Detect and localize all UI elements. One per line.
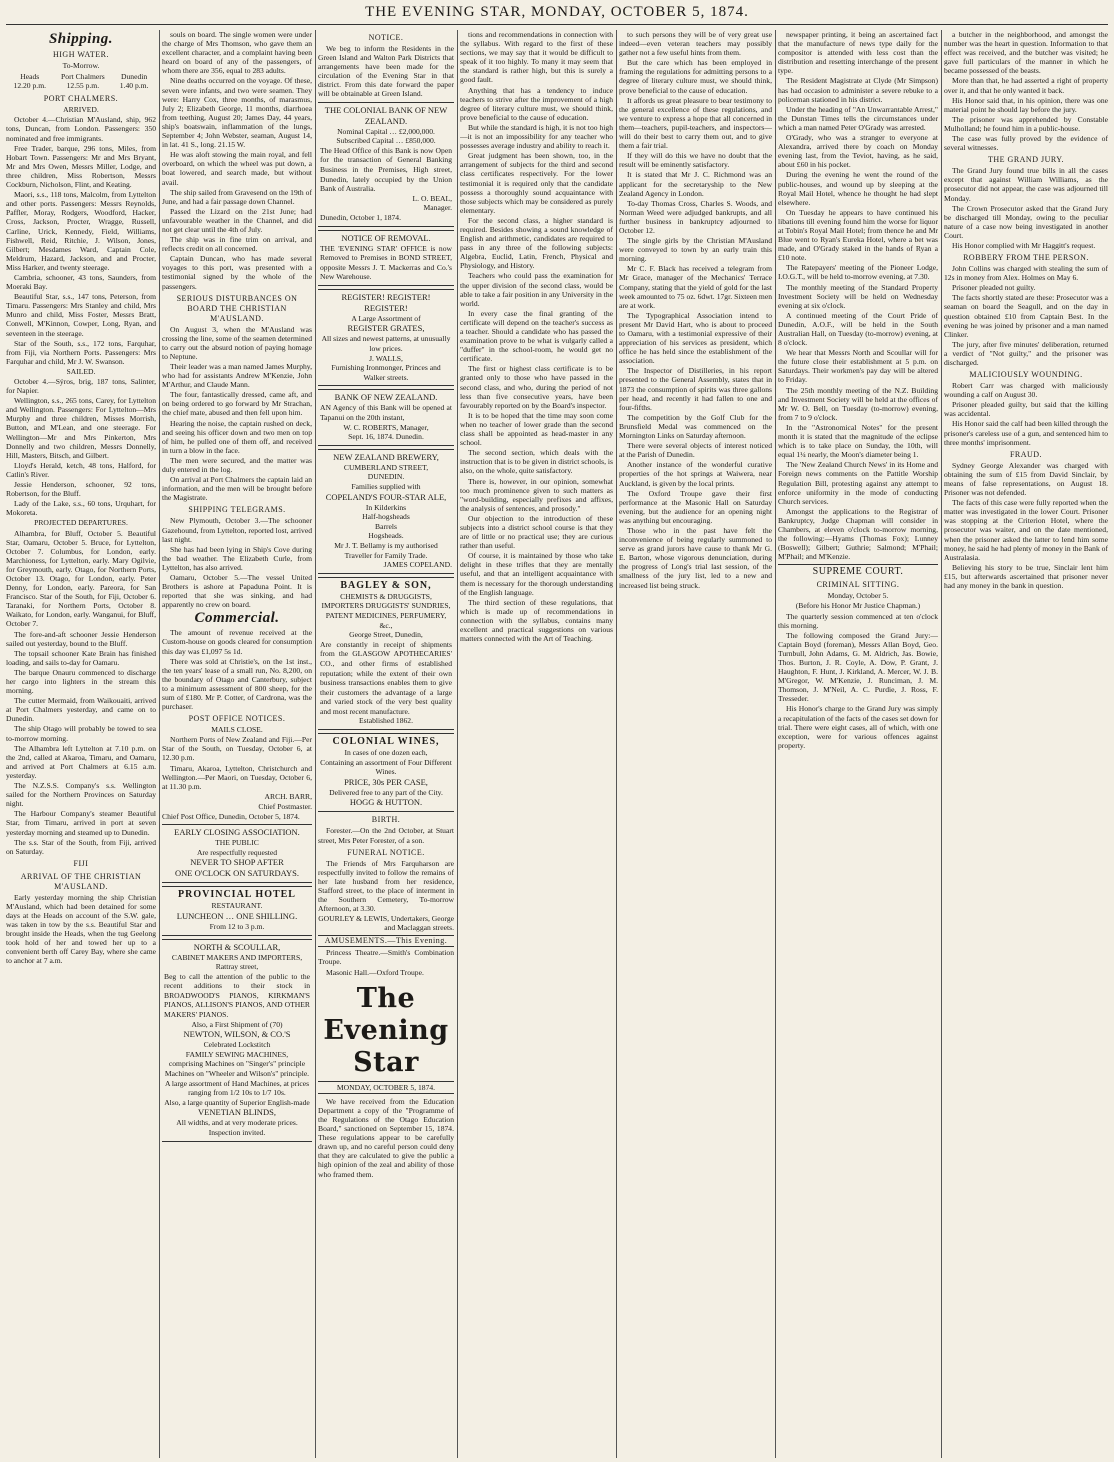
news-paragraph: It is stated that Mr J. C. Richmond was an applicant for the secretaryship to the New Zealand Agency in London. [619,170,772,198]
news-paragraph: There were several objects of interest noticed at the Parish of Dunedin. [619,441,772,460]
amusements-line: Princess Theatre.—Smith's Combination Troupe. [318,948,454,967]
ad-title: THE COLONIAL BANK OF NEW ZEALAND. [324,104,448,126]
news-paragraph: Amongst the applications to the Registrar of Bankruptcy, Judge Chapman will consider in Chambers, at eleven o'clock to-morrow morning, the following:—Hyams (Thomas Fox); Lunney (Boswell); Gilbert; Guthrie; Salmond; M'Phail; M'Phail; and M'Kenzie. [778,506,938,562]
ad-line: Beg to call the attention of the public to the recent additions to their stock in BROADWOOD'S PIANOS, KIRKMAN'S PIANOS, ALLISON'S PIANOS, AND OTHER MAKERS' PIANOS. [164,971,310,1020]
ad-line: HOGG & HUTTON. [349,797,423,808]
ad-line: George Street, Dunedin, [349,630,423,640]
fraud-heading: FRAUD. [1009,449,1043,459]
projected-heading: PROJECTED DEPARTURES. [34,518,128,528]
ad-line: Delivered free to any part of the City. [329,787,443,797]
news-paragraph: The competition by the Golf Club for the Brunsfield Medal was commenced on the Mornington Links on Saturday afternoon. [619,412,772,441]
leader-paragraph: There is, however, in our opinion, somewhat too much prominence given to such matters as "word-building, especially prefixes and affixes, the analysis of sentences, and prosody." [460,476,613,513]
news-paragraph: On Tuesday he appears to have continued his libations till evening found him the worse for liquor at Tobin's Royal Mail Hotel; from thence he and Mr Blue went to Ryan's Eureka Hotel, where a bet was made, and O'Grady staked in the hands of Ryan a £10 note. [778,207,938,263]
ad-title: BAGLEY & SON, [340,579,432,591]
news-paragraph: In the "Astronomical Notes" for the present month it is stated that the magnitude of the eclipse which is to take place on Sunday, the 10th, will equal 1¼ nearly, the Moon's diameter being 1. [778,422,938,460]
ad-line: A Large Assortment of [351,313,421,323]
court-paragraph: His Honor's charge to the Grand Jury was simply a recapitulation of the facts of the cases set down for trial. There were eight cases, all of which, with one exception, were for various offences against property. [778,704,938,750]
court-paragraph: The following composed the Grand Jury:—Captain Boyd (foreman), Messrs Allan Boyd, Geo. Turnbull, John Adams, G. M. Aldrich, Jas. Bowie, Thos. Burton, J. R. Coyle, A. Dow, P. Grant, J. Haughton, F. Hunt, J. Kirkland, A. Mercer, W. J. B. M'Gregor, W. M'Kenzie, J. Runciman, J. M. Thomson, J. M'Neil, A. C. Purdie, J. Ross, F. Tresseder. [778,630,938,704]
ad-line: RESTAURANT. [211,901,263,911]
ad-line: Hogsheads. [368,531,404,541]
colonial-bank-ad [318,102,454,227]
court-paragraph: His Honor complied with Mr Haggitt's request. [952,240,1096,250]
article-paragraph: He was aloft stowing the main royal, and fell overboard, on which the wheel was put down, a boat lowered, and search made, but without avail. [162,150,312,187]
ad-line: Dunedin, October 1, 1874. [320,212,401,222]
register-ad [318,289,454,387]
ad-line: CABINET MAKERS AND IMPORTERS, Rattray street, [171,952,303,972]
court-paragraph: John Collins was charged with stealing the sum of 12s in money from Alex. Holmes on May 6. [944,264,1108,283]
ad-line: THE 'EVENING STAR' OFFICE is now Removed to Premises in BOND STREET, opposite Messrs J. T. Mackerras and Co.'s New Warehouse. [320,243,452,282]
court-paragraph: His Honor said the calf had been killed through the prisoner's careless use of a gun, and sentenced him to three months' imprisonment. [944,419,1108,447]
article-paragraph: The ship was in fine trim on arrival, and reflects credit on all concerned. [162,235,312,254]
criminal-sitting-heading: CRIMINAL SITTING. [816,580,900,590]
news-paragraph: newspaper printing, it being an ascertained fact that the manufacture of news type daily for the compositor is attended with less cost than the distribution and resetting interchange of the present type. [778,30,938,76]
news-paragraph: But the care which has been employed in framing the regulations for admitting persons to a degree of literary culture must, we should think, prove beneficial to the cause of education. [619,58,772,95]
ad-line: Also, a First Shipment of (70) [191,1019,283,1029]
ad-line: Furnishing Ironmonger, Princes and Walker streets. [331,363,441,382]
shipping-paragraph: Beautiful Star, s.s., 147 tons, Peterson, from Timaru. Passengers: Mrs Stanley and child, Mrs Munro and child, Miss Foster, Messrs Bratt, Conwell, M'Kinnon, Cowper, Long, Ryan, and seventeen in the steerage. [6,292,156,338]
leader-paragraph: The second section, which deals with the instruction that is to be given in district schools, is also, on the whole, quite satisfactory. [460,448,613,476]
ad-line: AN Agency of this Bank will be opened at Tapanui on the 20th instant, [320,403,452,423]
article-paragraph: The four, fantastically dressed, came aft, and on being ordered to go forward by Mr Strachan, the chief mate, abused and then fell upon him. [162,390,312,418]
news-paragraph: If they will do this we have no doubt that the result will be eminently satisfactory. [619,151,772,170]
news-paragraph: Another instance of the wonderful curative properties of the hot springs at Waiwera, near Auckland, is given by the local prints. [619,460,772,488]
ad-title: PROVINCIAL HOTEL [178,889,296,901]
birth-heading: BIRTH. [371,815,401,825]
court-paragraph: The Grand Jury found true bills in all the cases except that against William Williams, as the prosecutor did not appear, the case was adjourned till Monday. [944,166,1108,203]
shipping-paragraph: Free Trader, barque, 296 tons, Miles, from Hobart Town. Passengers: Mr and Mrs Bryant, Mr and Mrs Owen, Messrs Miller, Lodge, and three children, Miss Robertson, Messrs Cockburn, Nicholson, Flint, and Keating. [6,143,156,190]
article-paragraph: souls on board. The single women were under the charge of Mrs Thomson, who gave them an excellent character, and a complaint having been heard on board of any of the passengers, of whom there are 356, equal to 283 adults. [162,30,312,76]
ad-line: Inspection invited. [208,1128,266,1137]
shipping-paragraph: Alhambra, for Bluff, October 5. Beautiful Star, Oamaru, October 5. Bruce, for Lyttelton, October 7. Columbus, for London, early. Marchioness, for Lyttelton, early. Mary Ogilvie, for Greymouth, early. Otago, for Northern Ports, October 13. Otago, for London, early. Peter Denny, for London, early. Pareora, for San Francisco. Star of the South, for Fiji, October 6. Taranaki, for Northern Ports, October 8. Waikato, for London, early. Wanganui, for Bluff, October 7. [6,528,156,629]
news-paragraph: The single girls by the Christian M'Ausland were conveyed to town by an early train this morning. [619,236,772,264]
ad-title: NORTH & SCOULLAR, [193,941,281,952]
shipping-paragraph: The fore-and-aft schooner Jessie Henderson sailed out yesterday, bound to the Bluff. [6,629,156,648]
high-water-heading: HIGH WATER. [52,50,109,59]
telegrams-heading: SHIPPING TELEGRAMS. [188,505,286,515]
shipping-paragraph: The Alhambra left Lyttelton at 7.10 p.m. on the 2nd, called at Akaroa, Timaru, and Oamaru, and arrived at Port Chalmers at 6.15 a.m. yesterday. [6,743,156,780]
robbery-heading: ROBBERY FROM THE PERSON. [963,253,1089,263]
court-paragraph: The facts shortly stated are these: Prosecutor was a seaman on board the Seagull, and on the day in question obtained £10 from Captain Best. In the evening he was joined by prisoner and a man named Clinker. [944,293,1108,339]
ad-line: All widths, and at very moderate prices. [176,1118,298,1128]
court-paragraph: Prisoner pleaded not guilty. [952,283,1036,293]
shipping-paragraph: The cutter Mermaid, from Waikouaiti, arrived at Port Chalmers yesterday, and came on to Dunedin. [6,696,156,724]
ad-line: Established 1862. [359,716,413,726]
news-paragraph: We hear that Messrs North and Scoullar will for the future close their establishment at 5 p.m. on Saturdays. Their workmen's pay day will be altered to Friday. [778,348,938,385]
leader-paragraph: But while the standard is high, it is not too high—it is not an impossibility for any teacher who possesses average industry and ability to reach it. [460,122,613,151]
ad-line: A large assortment of Hand Machines, at prices ranging from 1/2 10s to 1/7 10s. [164,1078,310,1098]
ad-title: NOTICE OF REMOVAL. [341,232,431,243]
postmaster-title: Chief Postmaster. [258,801,312,811]
removal-ad [318,230,454,286]
article-paragraph: On August 3, when the M'Ausland was crossing the line, some of the seamen determined to carry out the absurd notion of paying homage to Neptune. [162,324,312,361]
notice-heading: NOTICE. [368,33,404,42]
disturbance-heading: SERIOUS DISTURBANCES ON BOARD THE CHRISTIAN M'AUSLAND. [176,293,298,323]
news-paragraph: To-day Thomas Cross, Charles S. Woods, and Norman Weed were adjudged bankrupts, and all further business in bankruptcy adjourned to October 12. [619,198,772,235]
article-paragraph: The ship sailed from Gravesend on the 19th of June, and had a fair passage down Channel. [162,187,312,206]
shipping-paragraph: Lloyd's Herald, ketch, 48 tons, Halford, for Catlin's River. [6,460,156,479]
ad-line: Are respectfully requested [196,847,278,857]
court-paragraph: Robert Carr was charged with maliciously wounding a calf on August 30. [944,381,1108,400]
malicious-heading: MALICIOUSLY WOUNDING. [969,370,1083,380]
news-paragraph: A continued meeting of the Court Pride of Dunedin, A.O.F., will be held in the South Australian Hall, on Tuesday (to-morrow) evening, at 8 o'clock. [778,310,938,348]
ad-title: REGISTER! REGISTER! REGISTER! [341,291,431,313]
ad-line: FAMILY SEWING MACHINES, [185,1049,289,1059]
shipping-paragraph: Wellington, s.s., 265 tons, Carey, for Lyttelton and Wellington. Passengers: For Lyttelton—Mrs Murphy and three children, Misses Morrish, Button, and M'Lean, and one steerage. For Wellington—Mr and Mrs Pinkerton, Mrs Donnelly and two children, Messrs Donnelly, Hill, Masters, Bitsch, and Gilbert. [6,396,156,460]
leader-paragraph: In every case the final granting of the certificate will depend on the teacher's success as a teacher. Should a candidate who has passed the examination prove to be what is vulgarly called a "duffer" in the school-room, he would get no certificate. [460,308,613,364]
amusements-line: Masonic Hall.—Oxford Troupe. [326,967,424,977]
ad-line: W. C. ROBERTS, Manager, [343,422,429,432]
ad-line: DUNEDIN. [367,472,405,482]
court-paragraph: The prisoner was apprehended by Constable Mulholland; he found him in a public-house. [944,114,1108,133]
news-paragraph: It affords us great pleasure to bear testimony to the general excellence of these regulations, and we venture to express a hope that all concerned in them—teachers, pupil-teachers, and inspectors—will do their best to carry them out, and to give them a fair trial. [619,95,772,151]
leader-paragraph: The third section of these regulations, that which is made up of recommendations in connection with the syllabus, contains many excellent and practical suggestions on various matters connected with the Art of Teaching. [460,597,613,644]
ad-line: comprising Machines on "Singer's" principle Machines on "Wheeler and Wilson's" principle. [164,1059,310,1079]
shipping-paragraph: Cambria, schooner, 43 tons, Saunders, from Moeraki Bay. [6,272,156,292]
news-paragraph: The monthly meeting of the Standard Property Investment Society will be held on Wednesday evening at six o'clock. [778,282,938,310]
ad-line: CHEMISTS & DRUGGISTS, [340,591,432,601]
mails-heading: MAILS CLOSE. [211,725,263,735]
north-scoullar-ad [162,939,312,1142]
early-closing-ad [162,824,312,883]
ad-line: Mr J. T. Bellamy is my authorised Traveller for Family Trade. [334,540,438,560]
column-2 [162,30,312,1458]
court-paragraph: Sydney George Alexander was charged with obtaining the sum of £15 from David Sinclair, by means of false representations, on August 18. Prisoner was not defended. [944,460,1108,498]
ad-line: NEWTON, WILSON, & CO.'S [183,1029,291,1040]
newspaper-nameplate: The Evening Star [323,982,449,1078]
column-divider [775,30,776,1458]
news-paragraph: to such persons they will be of very great use indeed—even veteran teachers may possibly gather not a few useful hints from them. [619,30,772,58]
news-paragraph: The Inspector of Distilleries, in his report presented to the General Assembly, states that in 1873 the consumption of spirits was three gallons per head, and recently it had fallen to one and four-fifths. [619,366,772,412]
leader-paragraph: Great judgment has been shown, too, in the arrangement of subjects for the third and second class certificates respectively. For the lower testimonial it is required only that the candidate possess a thoroughly sound acquaintance with those subjects which may be considered as purely elementary. [460,151,613,215]
court-paragraph: More than that, he had asserted a right of property over it, and that he only wanted it back. [944,76,1108,95]
shipping-paragraph: Lady of the Lake, s.s., 60 tons, Urquhart, for Mokoreta. [6,499,156,518]
news-paragraph: Those who in the past have felt the inconvenience of being regularly summoned to serve as grand jurors have cause to thank Mr G. E. Barton, whose vigorous denunciation, during the progress of Long's trial last session, of the smallness of the jury list, led to a new and increased list being struck. [619,525,772,590]
article-paragraph: She has had been lying in Ship's Cove during the bad weather. The Elizabeth Curle, from Lyttelton, has also arrived. [162,544,312,572]
ad-line: From 12 to 3 p.m. [209,921,265,931]
post-office-heading: POST OFFICE NOTICES. [188,714,286,724]
ad-line: REGISTER GRATES, [347,323,425,334]
ad-line: In Kilderkins [365,502,407,512]
ad-line: All sizes and newest patterns, at unusually low prices. [321,334,451,354]
article-paragraph: New Plymouth, October 3.—The schooner Gazehound, from Lyttelton, reported lost, arrived last night. [162,516,312,544]
article-paragraph: There was sold at Christie's, on the 1st inst., the ten years' lease of a small run, No. 8,200, on the boundary of Otago and Canterbury, subject to a minimum assessment of 800 sheep, for the sum of £180. Mr P. Cotter, of Cardrona, was the purchaser. [162,656,312,712]
ad-line: IMPORTERS DRUGGISTS' SUNDRIES, PATENT MEDICINES, PERFUMERY, &c., [321,601,451,630]
court-paragraph: The facts of this case were fully reported when the matter was investigated in the lower Court. Prisoner was stopping at the Criterion Hotel, where the prosecutor was waiter, and on the date mentioned, when the prisoner asked the latter to lend him some money, he said he had plenty of money in the Bank of Australasia. [944,498,1108,562]
ad-line: Nominal Capital … £2,000,000. [337,126,435,136]
shipping-paragraph: Early yesterday morning the ship Christian M'Ausland, which had been detained for some days at the Heads on account of the S.W. gale, was taken in tow by the s.s. Beautiful Star and brought inside the Heads, when the tug Geelong took hold of her and towed her up to a convenient berth off Carey Bay, where she came to anchor at 7 a.m. [6,892,156,966]
notice-body: We beg to inform the Residents in the Green Island and Walton Park Districts that arrangements have been made for the circulation of the Evening Star in that district. From this date forward the paper will be obtainable at Green Island. [318,44,454,99]
court-paragraph: The case was fully proved by the evidence of several witnesses. [944,134,1108,153]
news-paragraph: The Resident Magistrate at Clyde (Mr Simpson) has had occasion to administer a severe rebuke to a policeman stationed in his district. [778,76,938,104]
leader-paragraph: Of course, it is maintained by those who take delight in these trifles that they are mentally useful, and that an intelligent acquaintance with them is necessary for the thorough understanding of the English language. [460,551,613,597]
news-paragraph: The Typographical Association intend to present Mr David Hart, who is about to proceed to Oamaru, with a testimonial expressive of their appreciation of his services as president, which office he has held since the establishment of the association. [619,310,772,366]
news-paragraph: During the evening he went the round of the public-houses, and wound up by sleeping at the Royal Mail Hotel, whence he thought he had slept elsewhere. [778,170,938,207]
column-5 [619,30,772,1458]
hotel-ad [162,886,312,935]
ad-title: NEW ZEALAND BREWERY, [333,451,439,462]
ad-line: Families supplied with [351,482,421,491]
article-paragraph: Their leader was a man named James Murphy, who had for assistants Andrew M'Kenzie, John M'Arthur, and Claude Mann. [162,362,312,390]
court-paragraph: The quarterly session commenced at ten o'clock this morning. [778,611,938,630]
brewery-ad [318,449,454,574]
news-paragraph: O'Grady, who was a stranger to everyone at Alexandra, arrived there by coach on Monday evening last, from the Teviot, having, as he said, about £60 in his pocket. [778,133,938,170]
shipping-paragraph: The s.s. Star of the South, from Fiji, arrived on Saturday. [6,837,156,856]
shipping-paragraph: The barque Onauru commenced to discharge her cargo into lighters in the stream this morning. [6,667,156,696]
grand-jury-heading: THE GRAND JURY. [987,155,1065,165]
funeral-signature: GOURLEY & LEWIS, Undertakers, George and Maclaggan streets. [318,914,454,933]
post-office-date: Chief Post Office, Dunedin, October 5, 1874. [162,812,300,822]
ad-line: In cases of one dozen each, [344,748,428,758]
arrived-heading: ARRIVED. [63,105,99,115]
ad-title: EARLY CLOSING ASSOCIATION. [174,827,300,838]
column-divider [616,30,617,1458]
leader-paragraph: For the second class, a higher standard is required. Besides showing a sound knowledge of English and arithmetic, candidates are required to pass in any three of the following subjects: Algebra, Euclid, Latin, French, Physical and Physiology, and History. [460,215,613,271]
court-paragraph: The Crown Prosecutor asked that the Grand Jury be discharged till Monday, owing to the peculiar nature of a case now being investigated in another Court. [944,203,1108,240]
ad-line: Also, a large quantity of Superior English-made [164,1097,310,1107]
fiji-heading: FIJI [73,858,89,868]
article-paragraph: The men were secured, and the matter was duly entered in the log. [162,455,312,475]
funeral-heading: FUNERAL NOTICE. [347,847,425,857]
news-paragraph: The 'New Zealand Church News' in its Home and Foreign news comments on the Pattitle Worship Regulation Bill, protesting against any attempt to enforce uniformity in the mode of conducting Church services. [778,460,938,506]
ad-line: Half-hogsheads [362,512,410,522]
leader-paragraph: We have received from the Education Department a copy of the "Programme of the Regulations of the Otago Education Board," sanctioned on September 15, 1874. These regulations appear to be carefully drawn up, and no careful person could deny that they are calculated to give the public a high opinion of the zeal and ability of those who framed them. [318,1096,454,1179]
ad-title: BANK OF NEW ZEALAND. [334,392,438,403]
news-paragraph: Under the heading of "An Unwarrantable Arrest," the Dunstan Times tells the circumstances under which a man named Peter O'Grady was arrested. [778,104,938,132]
ad-line: J. WALLS, [369,353,403,363]
sailed-heading: SAILED. [66,366,96,376]
ad-title: COLONIAL WINES, [332,736,440,748]
leader-paragraph: Anything that has a tendency to induce teachers to strive after the improvement of a high degree of literary culture must, we should think, prove beneficial to the cause of education. [460,85,613,122]
ad-line: L. O. BEAL, [412,193,452,203]
sitting-judge: (Before his Honor Mr Justice Chapman.) [795,601,921,611]
shipping-paragraph: The N.Z.S.S. Company's s.s. Wellington sailed for the Northern Provinces on Saturday night. [6,781,156,809]
shipping-paragraph: Maori, s.s., 118 tons, Malcolm, from Lyttelton and other ports. Passengers: Messrs Reynolds, Paffler, Moray, Rodgers, Woodford, Hacker, Cross, Jackson, Procter, Wragge, Russell, Carline, Urick, Kennedy, Field, Williams, Fishwell, Reid, Ritchie, J. Wilson, Jones, Gilbert; Mesdames Ward, Captain Cole, Meldrum, Hazard, Jackson, and and Procter, Miss Harker, and twenty steerage. [6,190,156,272]
tide-entry: Heads 12.20 p.m. [13,72,47,91]
ad-line: THE PUBLIC [215,838,259,848]
ad-line: PRICE, 30s PER CASE, [344,776,428,787]
ad-line: NEVER TO SHOP AFTER [190,857,284,868]
column-divider [941,30,942,1458]
ad-line: VENETIAN BLINDS, [198,1107,276,1118]
article-paragraph: Hearing the noise, the captain rushed on deck, and seeing his officer down and two men on top of him, he pulled one of them off, and received in turn a blow in the face. [162,418,312,455]
article-paragraph: Nine deaths occurred on the voyage. Of these, seven were infants, and two were seamen. They were: Harry Cox, three months, of marasmus, July 2; Elizabeth George, 11 months, diarrhoea from teething, August 20; James Day, 44 years, ship's boatswain, inflammation of the lungs, September 4; John Webster, seaman, August 14, in lat. 41 S., long. 21.15 W. [162,76,312,150]
ad-line: Barrels [375,521,397,531]
ad-line: Celebrated Lockstitch [203,1040,271,1050]
shipping-paragraph: The ship Otago will probably be towed to sea to-morrow morning. [6,724,156,743]
article-paragraph: On arrival at Port Chalmers the captain laid an information, and the men will be brought before the Magistrate. [162,475,312,503]
bagley-ad [318,577,454,730]
shipping-paragraph: The Harbour Company's steamer Beautiful Star, from Timaru, arrived in port at seven yesterday morning and steamed up to Dunedin. [6,809,156,837]
court-paragraph: a butcher in the neighborhood, and amongst the number was the heart in question. Information to that effect was received, and the butcher was visited; he gave full particulars of the manner in which he became possessed of the beasts. [944,30,1108,76]
article-paragraph: Oamaru, October 5.—The vessel United Brothers is ashore at Papaduna Point. It is reported that she was sinking, and had apparently no crew on board. [162,572,312,610]
ad-line: Manager. [423,203,452,213]
court-paragraph: Prisoner pleaded guilty, but said that the killing was accidental. [944,400,1108,419]
shipping-paragraph: The topsail schooner Kate Brain has finished loading, and sails to-day for Oamaru. [6,648,156,667]
ad-line: The Head Office of this Bank is now Open for the transaction of General Banking Business in the Premises, High street, Dunedin, lately occupied by the Union Bank of Australia. [320,145,452,194]
amusements-heading: AMUSEMENTS.—This Evening. [318,935,454,947]
edition-date: MONDAY, OCTOBER 5, 1874. [318,1081,454,1094]
masthead-rule [6,24,1108,25]
leader-paragraph: Our objection to the introduction of these subjects into a district school course is that they are of little or no practical use; they are curious rather than useful. [460,513,613,551]
court-paragraph: His Honor said that, in his opinion, there was one material point he should lay before the jury. [944,95,1108,114]
ad-line: Containing an assortment of Four Different Wines. [320,757,452,777]
sitting-date: Monday, October 5. [827,591,889,601]
ad-line: Subscribed Capital … £850,000. [336,136,436,146]
column-7 [944,30,1108,1458]
ad-line: ONE O'CLOCK ON SATURDAYS. [174,868,299,879]
leader-paragraph: The first or highest class certificate is to be granted only to those who have passed in the second class, and who, during the period of not less than five consecutive years, have been favourably reported on by the Board's inspector. [460,364,613,410]
column-3 [318,30,454,1458]
ad-line: COPELAND'S FOUR-STAR ALE, [325,491,447,502]
tide-table [6,72,156,90]
news-paragraph: The Ratepayers' meeting of the Pioneer Lodge, I.O.G.T., will be held to-morrow evening, at 7.30. [778,263,938,282]
article-paragraph: Timaru, Akaroa, Lyttelton, Christchurch and Wellington.—Per Maori, on Tuesday, October 6, at 11.30 p.m. [162,763,312,791]
news-paragraph: Mr C. F. Black has received a telegram from Mr Grace, manager of the Mechanics' Terrace Company, stating that the yield of gold for the last week amounted to 75 oz. 6dwt. 17gr. Sixteen men are at work. [619,264,772,310]
postmaster-signature: ARCH. BARR, [264,791,312,801]
court-paragraph: Believing his story to be true, Sinclair lent him £15, but afterwards ascertained that prisoner never had any money in the bank in question. [944,562,1108,590]
bnz-ad [318,389,454,445]
ad-line: Sept. 16, 1874. Dunedin. [348,432,424,442]
ad-line: JAMES COPELAND. [383,560,452,570]
column-divider [457,30,458,1458]
birth-notice: Forester.—On the 2nd October, at Stuart street, Mrs Peter Forester, of a son. [318,826,454,845]
column-1 [6,30,156,1458]
supreme-court-heading: SUPREME COURT. [778,564,938,577]
article-paragraph: Northern Ports of New Zealand and Fiji.—Per Star of the South, on Tuesday, October 6, at 12.30 p.m. [162,735,312,763]
masthead: THE EVENING STAR, MONDAY, OCTOBER 5, 1874. [365,4,749,20]
funeral-notice: The Friends of Mrs Farquharson are respectfully invited to follow the remains of her late husband from her residence, Stafford street, to the place of interment in the Southern Cemetery, To-morrow Afternoon, at 3.30. [318,858,454,914]
column-4 [460,30,613,1458]
leader-paragraph: Teachers who could pass the examination for the upper division of the second class, would be able to take a fair position in any University in the world. [460,271,613,308]
shipping-paragraph: Jessie Henderson, schooner, 92 tons, Robertson, for the Bluff. [6,480,156,499]
ad-line: CUMBERLAND STREET, [343,462,429,472]
court-paragraph: The jury, after five minutes' deliberation, returned a verdict of "Not guilty," and the prisoner was discharged. [944,339,1108,367]
article-paragraph: The amount of revenue received at the Custom-house on goods cleared for consumption this day was £1,097 5s 1d. [162,628,312,656]
shipping-paragraph: October 4.—Sýros, brig, 187 tons, Salinter, for Napier. [6,377,156,396]
commercial-heading: Commercial. [194,610,280,627]
shipping-paragraph: October 4.—Christian M'Ausland, ship, 962 tons, Duncan, from London. Passengers: 350 nominated and free immigrants. [6,115,156,143]
high-water-sub: To-Morrow. [62,61,100,70]
arrival-heading: ARRIVAL OF THE CHRISTIAN M'AUSLAND. [20,871,142,891]
leader-paragraph: It is to be hoped that the time may soon come when no teacher of lower grade than the second class shall be appointed as head-master in any school. [460,410,613,448]
ad-line: Are constantly in receipt of shipments from the GLASGOW APOTHECARIES' CO., and other firms of established reputation; while the extent of their own business transactions enables them to give their customers the advantage of a large and varied stock of the very best quality and most recent manufacture. [320,639,452,716]
ad-line: LUNCHEON … ONE SHILLING. [176,910,298,921]
news-paragraph: The Oxford Troupe gave their first performance at the Masonic Hall on Saturday evening, but the audience for an opening night was anything but encouraging. [619,488,772,525]
tide-entry: Dunedin 1.40 p.m. [119,72,149,91]
wines-ad [318,733,454,812]
article-paragraph: Captain Duncan, who has made several voyages to this port, was presented with a testimonial signed by the whole of the passengers. [162,254,312,291]
port-heading: PORT CHALMERS. [43,94,119,104]
column-divider [315,30,316,1458]
shipping-paragraph: Star of the South, s.s., 172 tons, Farquhar, from Fiji, via Northern Ports. Passengers: Mrs Farquhar and child, Mr J. W. Swanson. [6,338,156,366]
tide-entry: Port Chalmers 12.55 p.m. [61,72,105,91]
column-6 [778,30,938,1458]
shipping-heading: Shipping. [48,31,114,47]
column-divider [159,30,160,1458]
leader-paragraph: tions and recommendations in connection with the syllabus. With regard to the first of these sections, we may say that it would be difficult to speak of it too highly. To many it may seem that the standard is rather high, but this is surely a good fault. [460,30,613,85]
article-paragraph: Passed the Lizard on the 21st June; had unfavourable weather in the Channel, and did not get clear until the 4th of July. [162,206,312,234]
news-paragraph: The 25th monthly meeting of the N.Z. Building and Investment Society will be held at the offices of Mr W. O. Bell, on Tuesday (to-morrow) evening, from 7 to 9 o'clock. [778,385,938,422]
